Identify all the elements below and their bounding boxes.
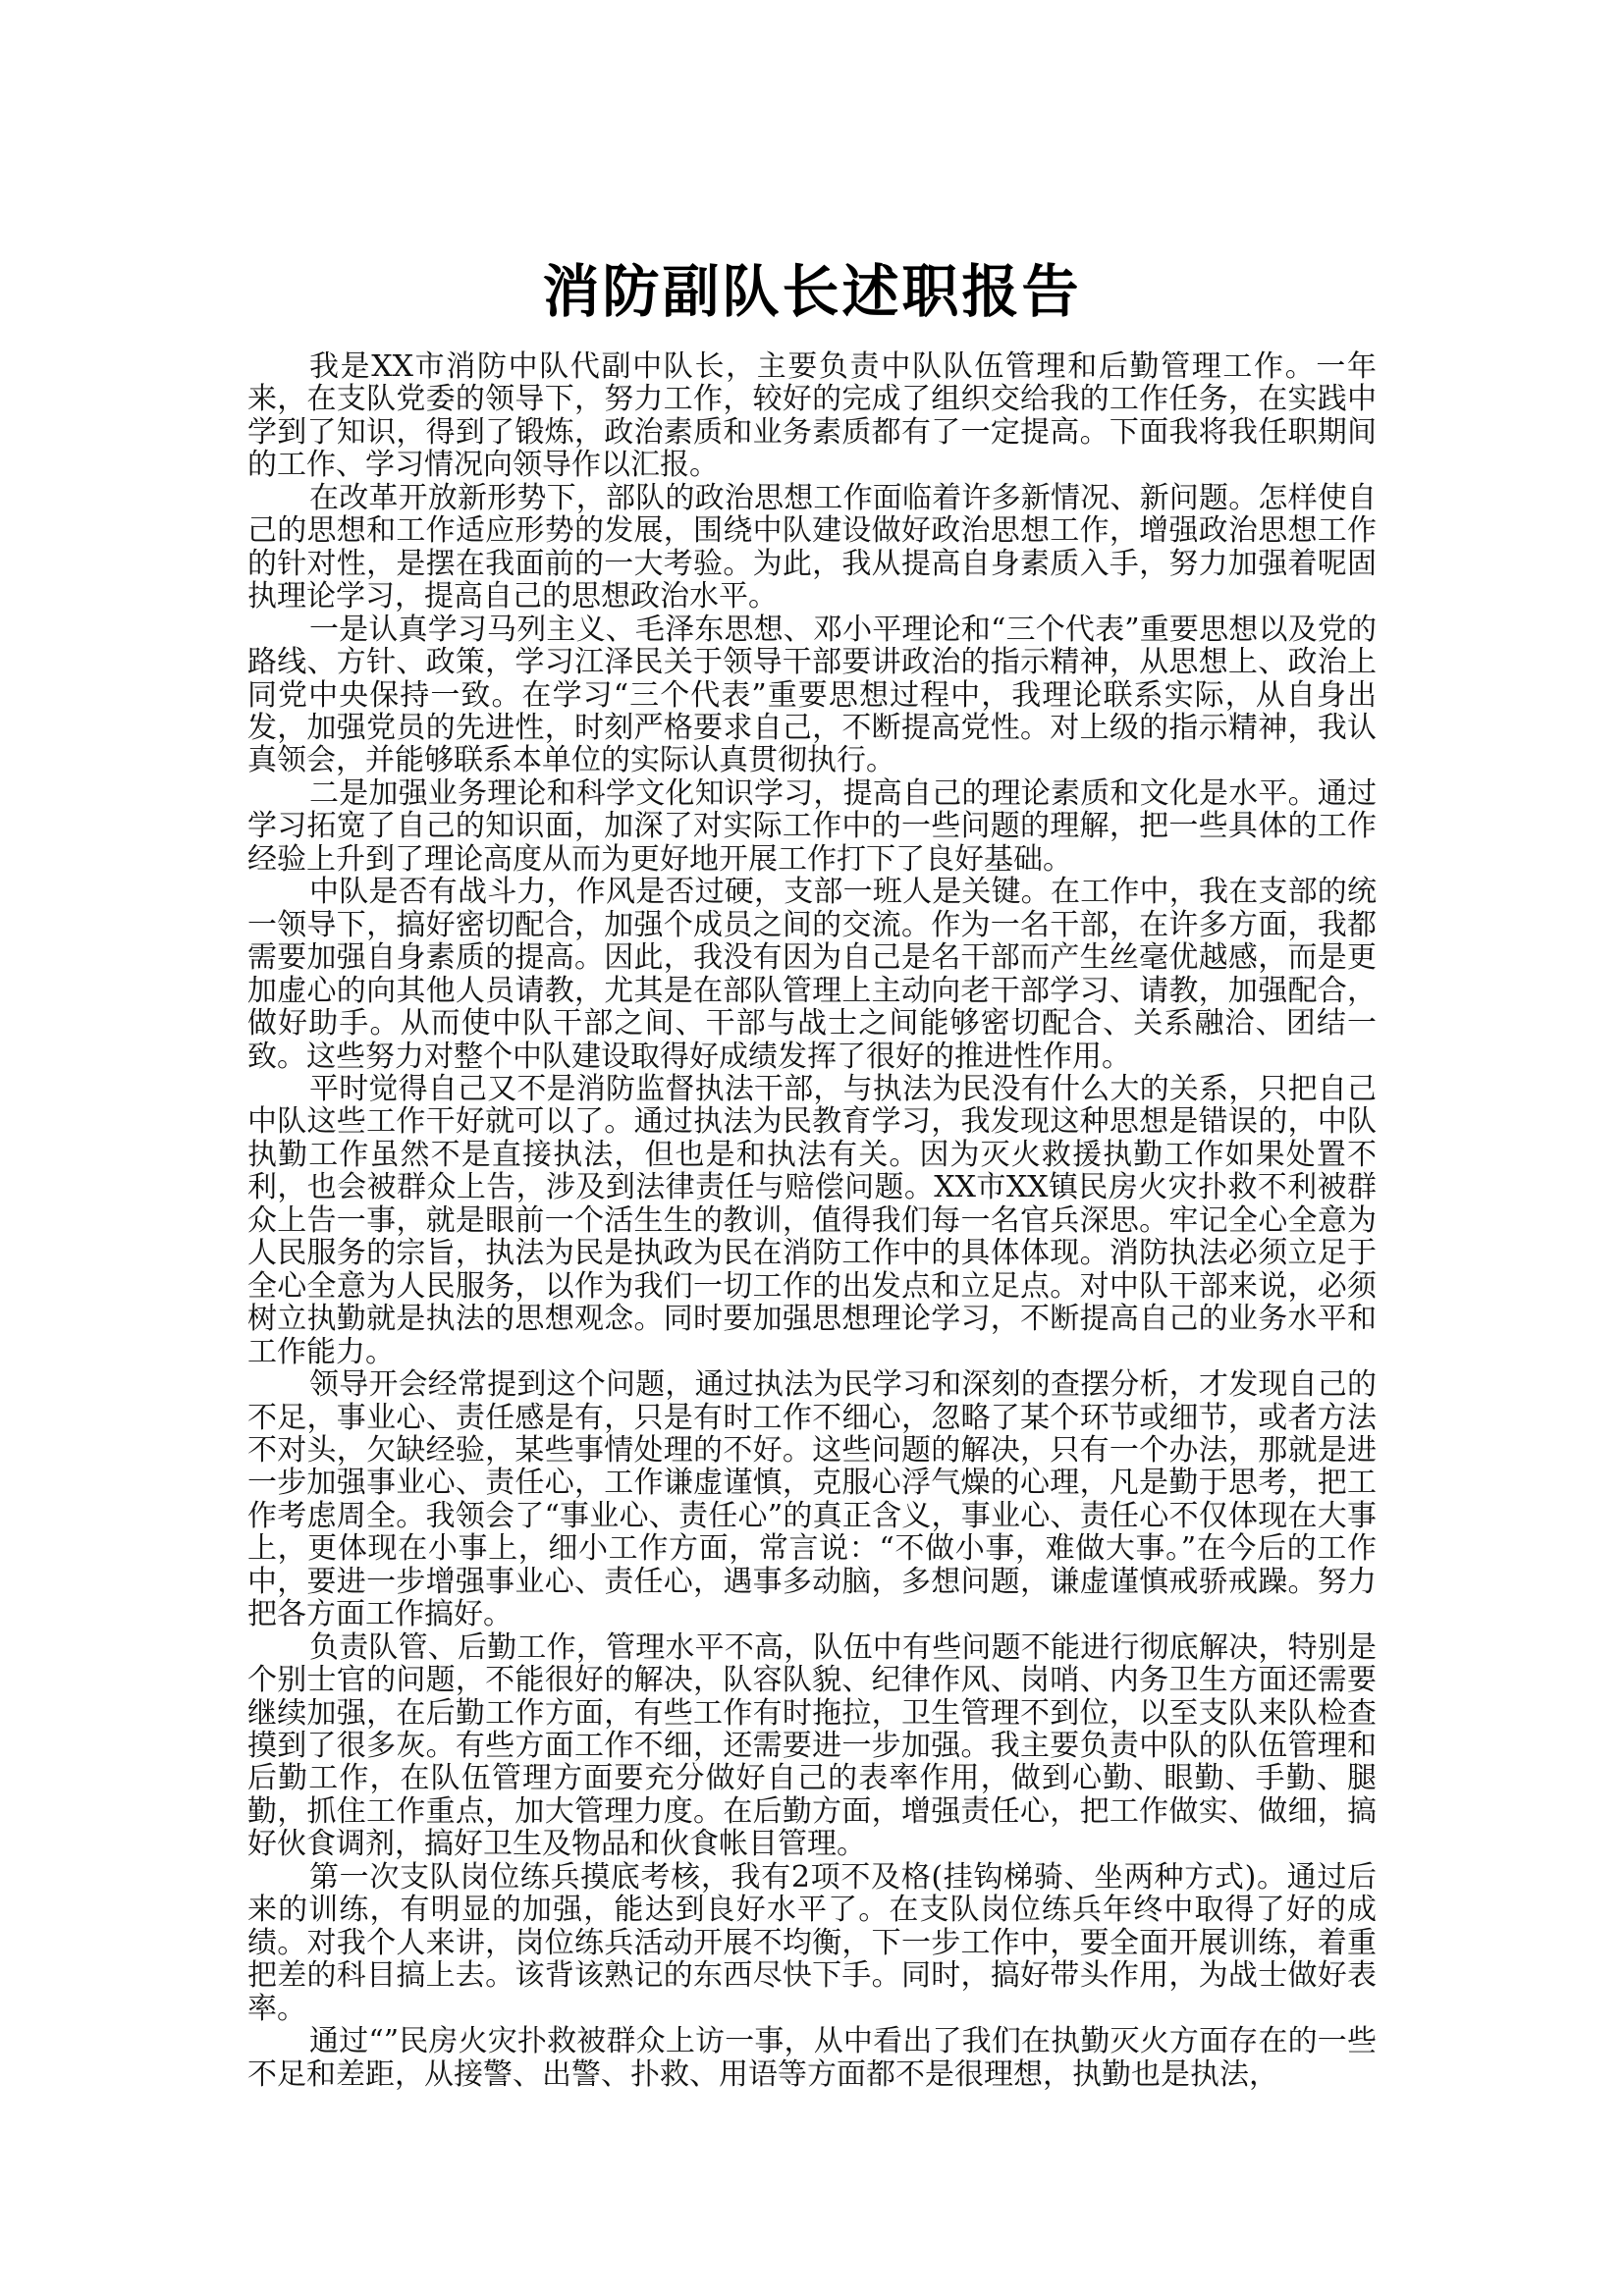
paragraph-teamwork: 中队是否有战斗力，作风是否过硬，支部一班人是关键。在工作中，我在支部的统一领导下，搞好密切配合，加强个成员之间的交流。作为一名干部，在许多方面，我都需要加强自身素质的提高。因此，我没有因为自己是名干部而产生丝毫优越感，而是更加虚心的向其他人员请教，尤其是在部队管理上主动向老干部学习、请教，加强配合，做好助手。从而使中队干部之间、干部与战士之间能够密切配合、关系融洽、团结一致。这些努力对整个中队建设取得好成绩发挥了很好的推进性作用。 (247, 875, 1377, 1074)
document-body (247, 350, 1377, 2091)
document-title: 消防副队长述职报告 (542, 258, 1082, 325)
paragraph-self-reflection: 领导开会经常提到这个问题，通过执法为民学习和深刻的查摆分析，才发现自己的不足，事业心、责任感是有，只是有时工作不细心，忽略了某个环节或细节，或者方法不对头，欠缺经验，某些事情处理的不好。这些问题的解决，只有一个办法，那就是进一步加强事业心、责任心，工作谦虚谨慎，克服心浮气燥的心理，凡是勤于思考，把工作考虑周全。我领会了“事业心、责任心”的真正含义，事业心、责任心不仅体现在大事上，更体现在小事上，细小工作方面，常言说：“不做小事，难做大事。”在今后的工作中，要进一步增强事业心、责任心，遇事多动脑，多想问题，谦虚谨慎戒骄戒躁。努力把各方面工作搞好。 (247, 1367, 1377, 1632)
paragraph-theory-study: 一是认真学习马列主义、毛泽东思想、邓小平理论和“三个代表”重要思想以及党的路线、方针、政策，学习江泽民关于领导干部要讲政治的指示精神，从思想上、政治上同党中央保持一致。在学习“三个代表”重要思想过程中，我理论联系实际，从自身出发，加强党员的先进性，时刻严格要求自己，不断提高党性。对上级的指示精神，我认真领会，并能够联系本单位的实际认真贯彻执行。 (247, 612, 1377, 778)
paragraph-fire-incident: 通过“”民房火灾扑救被群众上访一事，从中看出了我们在执勤灭火方面存在的一些不足和差距，从接警、出警、扑救、用语等方面都不是很理想，执勤也是执法， (247, 2024, 1377, 2092)
paragraph-training: 第一次支队岗位练兵摸底考核，我有2项不及格(挂钩梯骑、坐两种方式)。通过后来的训练，有明显的加强，能达到良好水平了。在支队岗位练兵年终中取得了好的成绩。对我个人来讲，岗位练兵活动开展不均衡，下一步工作中，要全面开展训练，着重把差的科目搞上去。该背该熟记的东西尽快下手。同时，搞好带头作用，为战士做好表率。 (247, 1859, 1377, 2026)
paragraph-professional-study: 二是加强业务理论和科学文化知识学习，提高自己的理论素质和文化是水平。通过学习拓宽了自己的知识面，加深了对实际工作中的一些问题的理解，把一些具体的工作经验上升到了理论高度从而为更好地开展工作打下了良好基础。 (247, 775, 1377, 877)
paragraph-logistics: 负责队管、后勤工作，管理水平不高，队伍中有些问题不能进行彻底解决，特别是个别士官的问题，不能很好的解决，队容队貌、纪律作风、岗哨、内务卫生方面还需要继续加强，在后勤工作方面，有些工作有时拖拉，卫生管理不到位，以至支队来队检查摸到了很多灰。有些方面工作不细，还需要进一步加强。我主要负责中队的队伍管理和后勤工作，在队伍管理方面要充分做好自己的表率作用，做到心勤、眼勤、手勤、腿勤，抓住工作重点，加大管理力度。在后勤方面，增强责任心，把工作做实、做细，搞好伙食调剂，搞好卫生及物品和伙食帐目管理。 (247, 1629, 1377, 1862)
paragraph-intro: 我是XX市消防中队代副中队长，主要负责中队队伍管理和后勤管理工作。一年来，在支队党委的领导下，努力工作，较好的完成了组织交给我的工作任务，在实践中学到了知识，得到了锻炼，政治素质和业务素质都有了一定提高。下面我将我任职期间的工作、学习情况向领导作以汇报。 (247, 349, 1377, 483)
paragraph-law-enforcement: 平时觉得自己又不是消防监督执法干部，与执法为民没有什么大的关系，只把自己中队这些工作干好就可以了。通过执法为民教育学习，我发现这种思想是错误的，中队执勤工作虽然不是直接执法，但也是和执法有关。因为灭火救援执勤工作如果处置不利，也会被群众上告，涉及到法律责任与赔偿问题。XX市XX镇民房火灾扑救不利被群众上告一事，就是眼前一个活生生的教训，值得我们每一名官兵深思。牢记全心全意为人民服务的宗旨，执法为民是执政为民在消防工作中的具体体现。消防执法必须立足于全心全意为人民服务，以作为我们一切工作的出发点和立足点。对中队干部来说，必须树立执勤就是执法的思想观念。同时要加强思想理论学习，不断提高自己的业务水平和工作能力。 (247, 1071, 1377, 1369)
paragraph-political-work: 在改革开放新形势下，部队的政治思想工作面临着许多新情况、新问题。怎样使自己的思想和工作适应形势的发展，围绕中队建设做好政治思想工作，增强政治思想工作的针对性，是摆在我面前的一大考验。为此，我从提高自身素质入手，努力加强着呢固执理论学习，提高自己的思想政治水平。 (247, 480, 1377, 614)
